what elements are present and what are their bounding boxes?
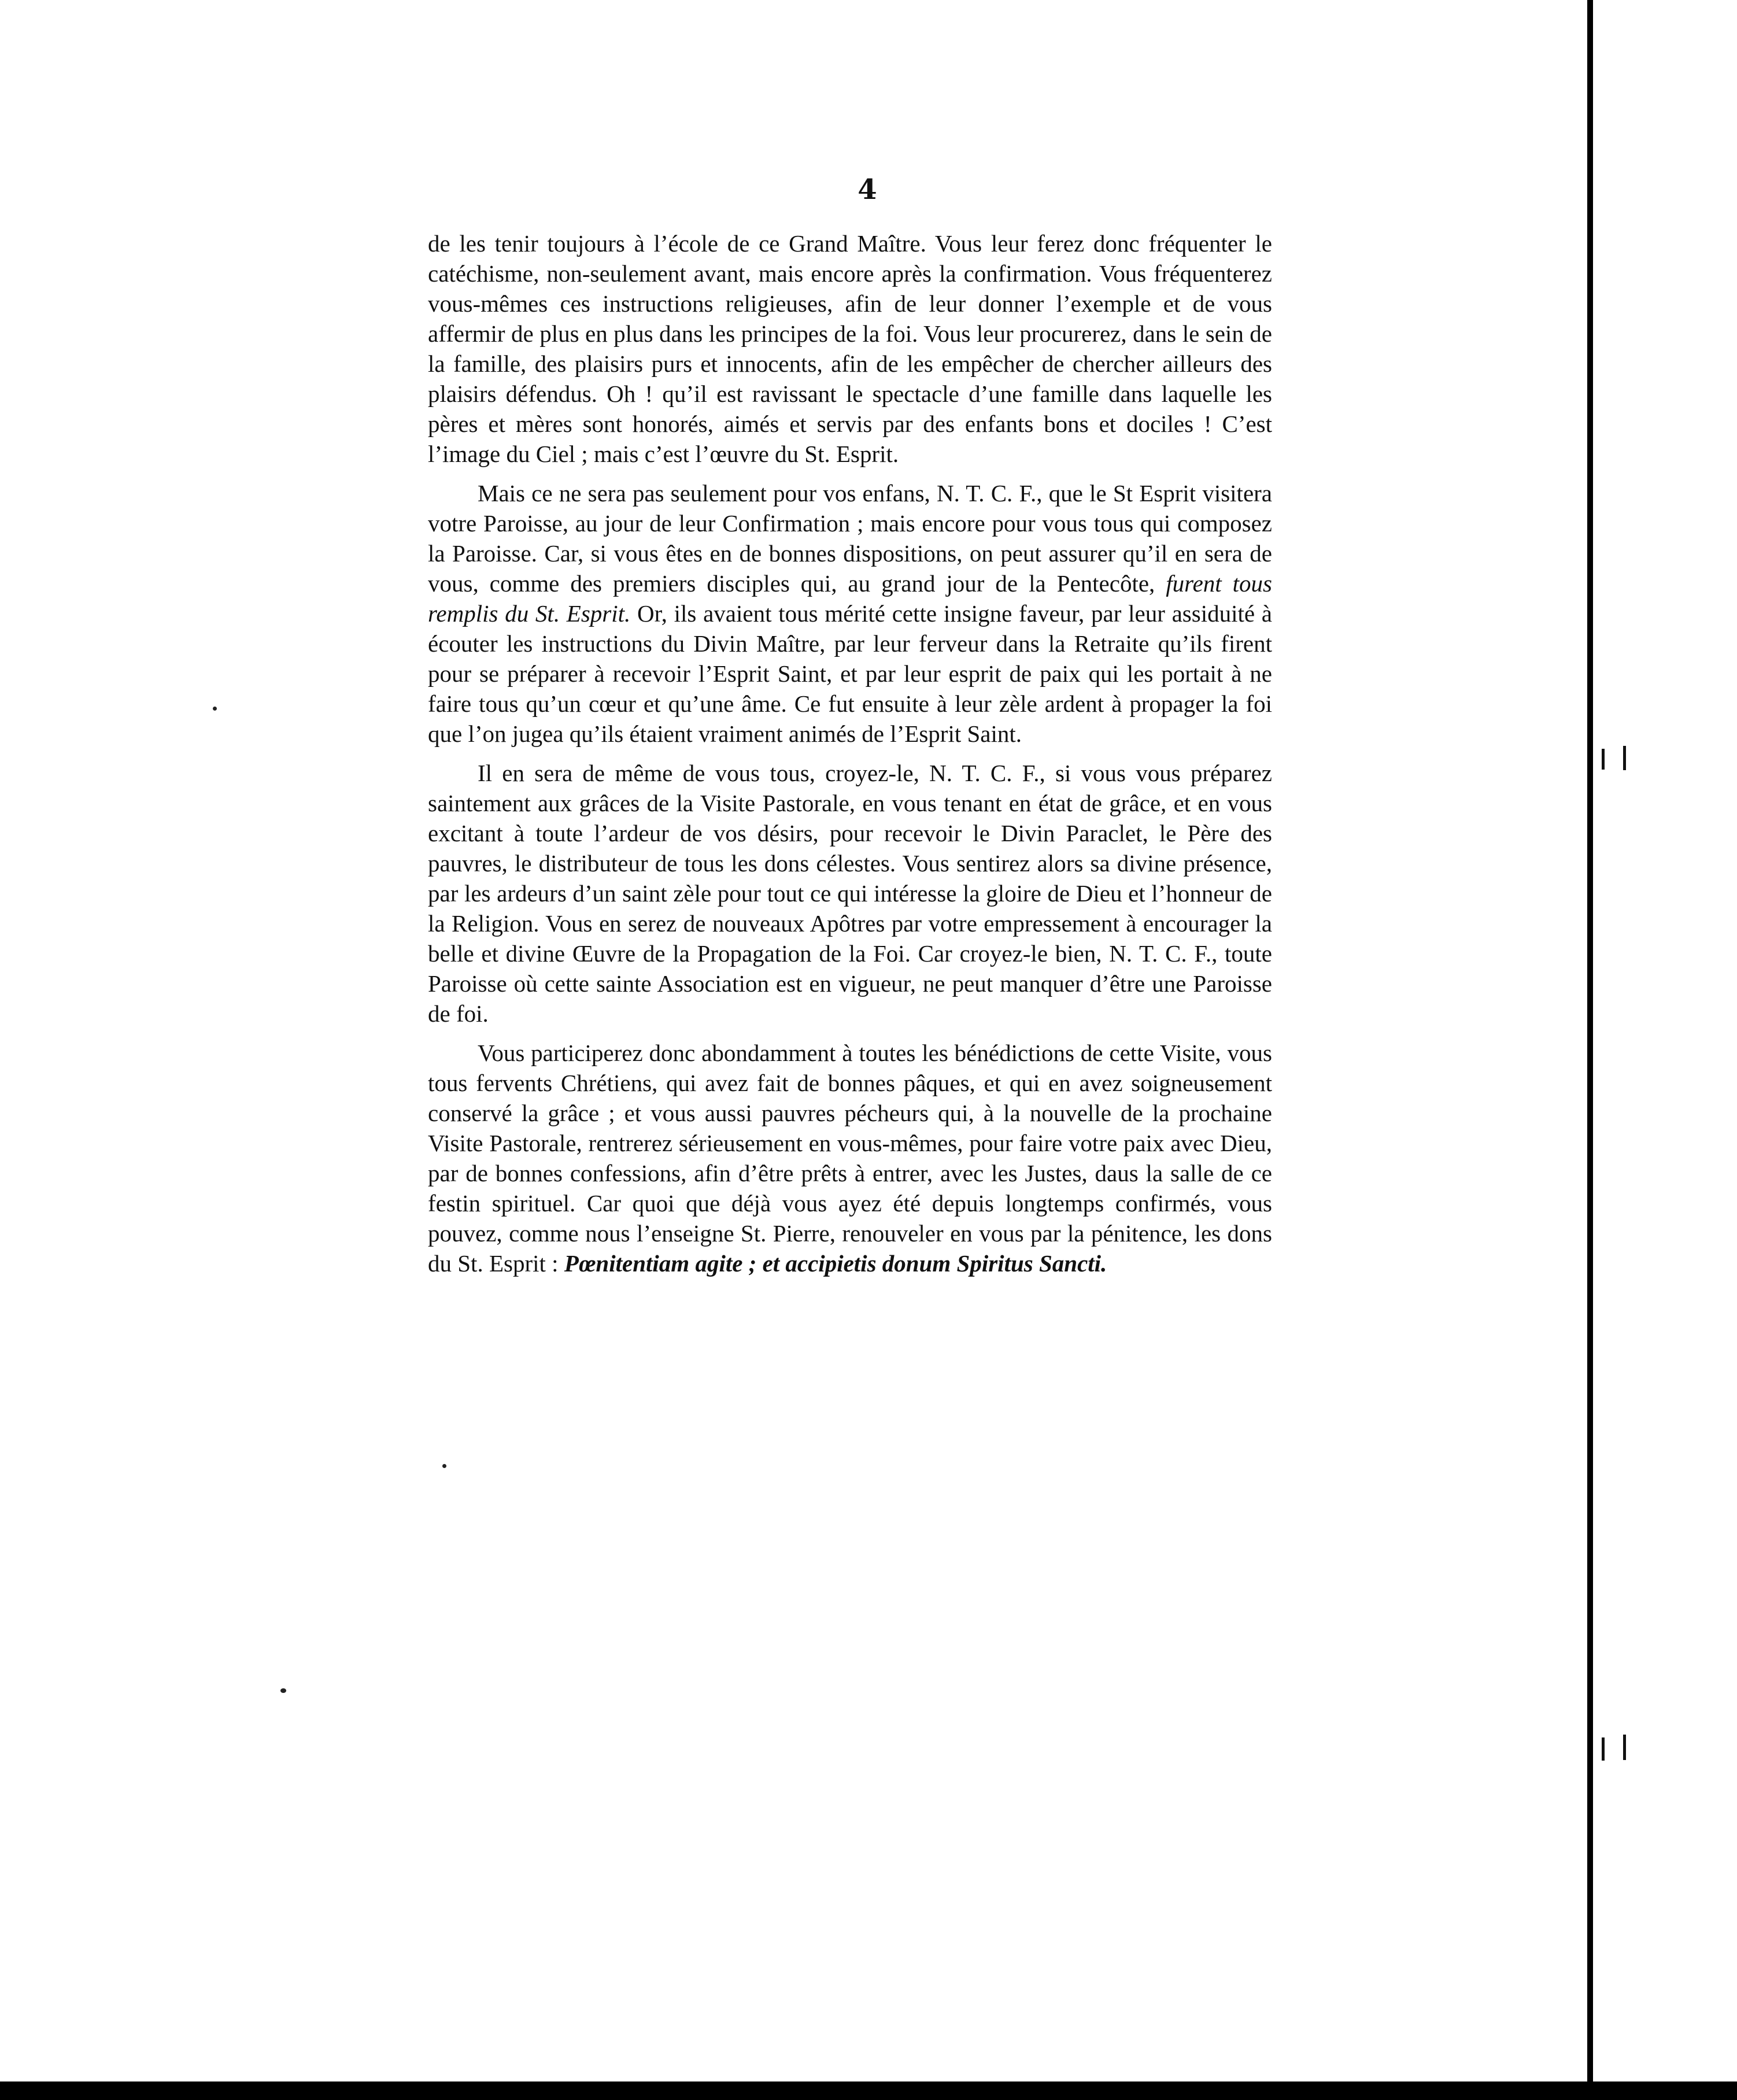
paragraph-2-text-after: Or, ils avaient tous mérité cette insigne faveur, par leur assiduité à écouter les instructions du Divin Maître, par leur ferveur dans la Retraite qu’ils firent pour se préparer à recevoir l’Esprit Saint, et par leur esprit de paix qui les portait à ne faire tous qu’un cœur et qu’une âme. Ce fut ensuite à leur zèle ardent à propager la foi que l’on jugea qu’ils étaient vraiment animés de l’Esprit Saint. bbox=[428, 600, 1272, 747]
edge-mark bbox=[1602, 1737, 1605, 1761]
paragraph-2 bbox=[428, 478, 1272, 749]
scan-speck bbox=[213, 707, 217, 711]
paragraph-4-text-before: Vous participerez donc abondamment à toutes les bénédictions de cette Visite, vous tous fervents Chrétiens, qui avez fait de bonnes pâques, et qui en avez soigneusement conservé la grâce ; et vous aussi pauvres pécheurs qui, à la nouvelle de la prochaine Visite Pastorale, rentrerez sérieusement en vous-mêmes, pour faire votre paix avec Dieu, par de bonnes confessions, afin d’être prêts à entrer, avec les Justes, daus la salle de ce festin spirituel. Car quoi que déjà vous ayez été depuis longtemps confirmés, vous pouvez, comme nous l’enseigne St. Pierre, renouveler en vous par la pénitence, les dons du St. Esprit : bbox=[428, 1040, 1272, 1277]
paragraph-4 bbox=[428, 1038, 1272, 1278]
scan-speck bbox=[280, 1688, 286, 1693]
paragraph-1-text: de les tenir toujours à l’école de ce Grand Maître. Vous leur ferez donc fréquenter le catéchisme, non-seulement avant, mais encore après la confirmation. Vous fréquenterez vous-mêmes ces instructions religieuses, afin de leur donner l’exemple et de vous affermir de plus en plus dans les principes de la foi. Vous leur procurerez, dans le sein de la famille, des plaisirs purs et innocents, afin de les empêcher de chercher ailleurs des plaisirs défendus. Oh ! qu’il est ravissant le spectacle d’une famille dans laquelle les pères et mères sont honorés, aimés et servis par des enfants bons et dociles ! C’est l’image du Ciel ; mais c’est l’œuvre du St. Esprit. bbox=[428, 230, 1272, 467]
adjacent-page-edge bbox=[1587, 0, 1737, 2081]
paragraph-3 bbox=[428, 758, 1272, 1029]
edge-mark bbox=[1623, 1735, 1626, 1760]
page-number: 4 bbox=[858, 173, 877, 206]
body-text bbox=[428, 228, 1272, 1288]
paragraph-2-emphasis: furent tous remplis du St. Esprit. bbox=[428, 570, 1272, 627]
edge-mark bbox=[1602, 749, 1605, 770]
edge-mark bbox=[1623, 746, 1626, 770]
scan-speck bbox=[442, 1464, 446, 1468]
paragraph-2-text-before: Mais ce ne sera pas seulement pour vos enfans, N. T. C. F., que le St Esprit visitera votre Paroisse, au jour de leur Confirmation ; mais encore pour vous tous qui composez la Paroisse. Car, si vous êtes en de bonnes dispositions, on peut assurer qu’il en sera de vous, comme des premiers disciples qui, au grand jour de la Pentecôte, bbox=[428, 480, 1272, 597]
paragraph-4-latin-quote: Pœnitentiam agite ; et accipietis donum Spiritus Sancti. bbox=[564, 1250, 1107, 1277]
paragraph-1 bbox=[428, 228, 1272, 469]
paragraph-3-text: Il en sera de même de vous tous, croyez-le, N. T. C. F., si vous vous préparez saintement aux grâces de la Visite Pastorale, en vous tenant en état de grâce, et en vous excitant à toute l’ardeur de vos désirs, pour recevoir le Divin Paraclet, le Père des pauvres, le distributeur de tous les dons célestes. Vous sentirez alors sa divine présence, par les ardeurs d’un saint zèle pour tout ce qui intéresse la gloire de Dieu et l’honneur de la Religion. Vous en serez de nouveaux Apôtres par votre empressement à encourager la belle et divine Œuvre de la Propagation de la Foi. Car croyez-le bien, N. T. C. F., toute Paroisse où cette sainte Association est en vigueur, ne peut manquer d’être une Paroisse de foi. bbox=[428, 760, 1272, 1027]
